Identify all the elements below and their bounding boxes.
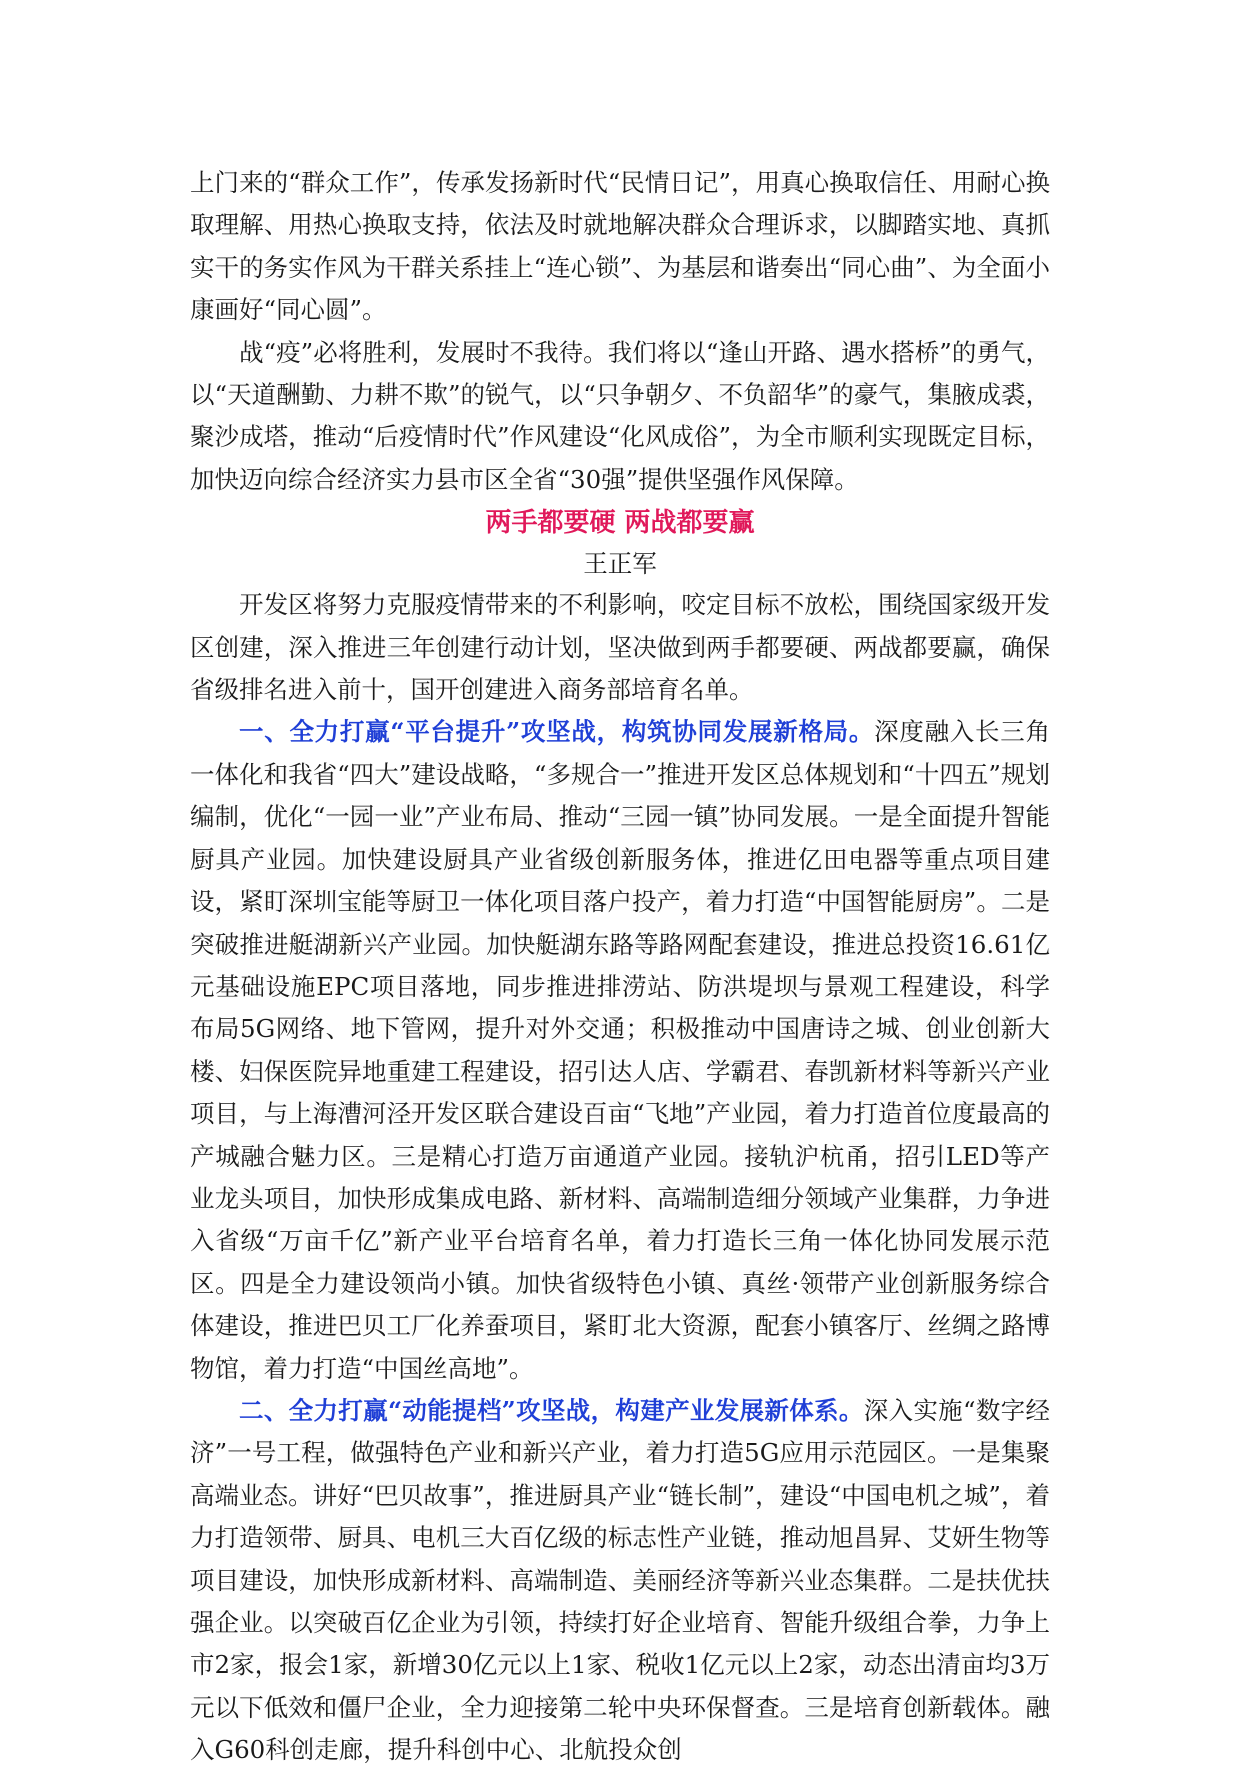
article-author: 王正军 [583, 549, 657, 579]
paragraph-section-1 [190, 711, 1050, 1390]
paragraph-closing: 战“疫”必将胜利，发展时不我待。我们将以“逢山开路、遇水搭桥”的勇气，以“天道酬勤、力耕不欺”的锐气，以“只争朝夕、不负韶华”的豪气，集腋成裘，聚沙成塔，推动“后疫情时代”作风建设“化风成俗”，为全市顺利实现既定目标，加快迈向综合经济实力县市区全省“30强”提供坚强作风保障。 [190, 337, 1050, 494]
section-1-heading: 一、全力打赢“平台提升”攻坚战，构筑协同发展新格局。 [239, 717, 875, 747]
paragraph-intro: 开发区将努力克服疫情带来的不利影响，咬定目标不放松，围绕国家级开发区创建，深入推进三年创建行动计划，坚决做到两手都要硬、两战都要赢，确保省级排名进入前十，国开创建进入商务部培育名单。 [190, 590, 1050, 705]
paragraph-section-2 [190, 1390, 1050, 1772]
section-2-body: 深入实施“数字经济”一号工程，做强特色产业和新兴产业，着力打造5G应用示范园区。一是集聚高端业态。讲好“巴贝故事”，推进厨具产业“链长制”，建设“中国电机之城”，着力打造领带、厨具、电机三大百亿级的标志性产业链，推动旭昌昇、艾妍生物等项目建设，加快形成新材料、高端制造、美丽经济等新兴业态集群。二是扶优扶强企业。以突破百亿企业为引领，持续打好企业培育、智能升级组合拳，力争上市2家，报会1家，新增30亿元以上1家、税收1亿元以上2家，动态出清亩均3万元以下低效和僵尸企业，全力迎接第二轮中央环保督查。三是培育创新载体。融入G60科创走廊，提升科创中心、北航投众创 [190, 1395, 1050, 1765]
section-2-heading: 二、全力打赢“动能提档”攻坚战，构建产业发展新体系。 [239, 1395, 864, 1425]
paragraph-continued: 上门来的“群众工作”，传承发扬新时代“民情日记”，用真心换取信任、用耐心换取理解、用热心换取支持，依法及时就地解决群众合理诉求，以脚踏实地、真抓实干的务实作风为干群关系挂上“连心锁”、为基层和谐奏出“同心曲”、为全面小康画好“同心圆”。 [190, 168, 1050, 325]
section-1-body: 深度融入长三角一体化和我省“四大”建设战略，“多规合一”推进开发区总体规划和“十四五”规划编制，优化“一园一业”产业布局、推动“三园一镇”协同发展。一是全面提升智能厨具产业园。加快建设厨具产业省级创新服务体，推进亿田电器等重点项目建设，紧盯深圳宝能等厨卫一体化项目落户投产，着力打造“中国智能厨房”。二是突破推进艇湖新兴产业园。加快艇湖东路等路网配套建设，推进总投资16.61亿元基础设施EPC项目落地，同步推进排涝站、防洪堤坝与景观工程建设，科学布局5G网络、地下管网，提升对外交通；积极推动中国唐诗之城、创业创新大楼、妇保医院异地重建工程建设，招引达人店、学霸君、春凯新材料等新兴产业项目，与上海漕河泾开发区联合建设百亩“飞地”产业园，着力打造首位度最高的产城融合魅力区。三是精心打造万亩通道产业园。接轨沪杭甬，招引LED等产业龙头项目，加快形成集成电路、新材料、高端制造细分领域产业集群，力争进入省级“万亩千亿”新产业平台培育名单，着力打造长三角一体化协同发展示范区。四是全力建设领尚小镇。加快省级特色小镇、真丝·领带产业创新服务综合体建设，推进巴贝工厂化养蚕项目，紧盯北大资源，配套小镇客厅、丝绸之路博物馆，着力打造“中国丝高地”。 [190, 717, 1050, 1383]
article-title: 两手都要硬 两战都要赢 [485, 508, 755, 539]
